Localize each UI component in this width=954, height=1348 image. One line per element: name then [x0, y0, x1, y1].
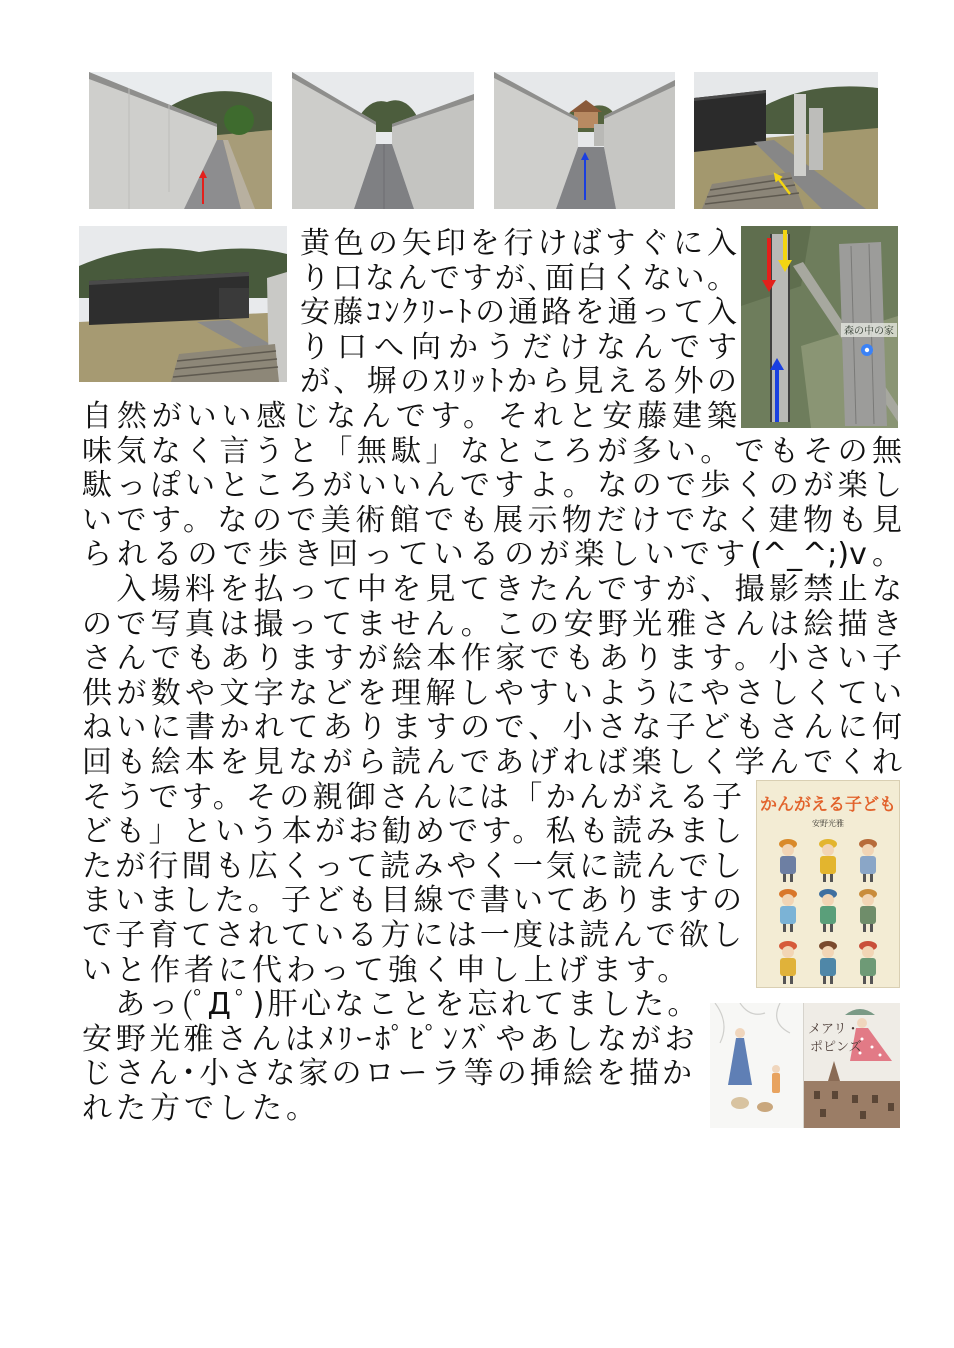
building-window	[832, 1091, 838, 1099]
poppins-title-line-2: ポピンズ	[810, 1040, 862, 1055]
building-window	[888, 1103, 894, 1111]
text-line: れた方でした。	[82, 1091, 320, 1126]
building-window	[814, 1091, 820, 1099]
text-line: で子育てされている方には一度は読んで欲し	[82, 918, 742, 953]
small-dog	[757, 1102, 773, 1112]
aerial-map	[741, 226, 898, 428]
text-line: じさん･小さな家のローラ等の挿絵を描か	[82, 1056, 692, 1091]
text-line: り口へ向かうだけなんです	[300, 330, 737, 365]
text-line: まいました。子ども目線で書いてありますの	[82, 883, 742, 918]
text-line: いです。なので美術館でも展示物だけでなく建物も見	[82, 503, 902, 538]
book-author: 安野光雅	[812, 819, 844, 828]
woman-head	[735, 1028, 745, 1038]
text-line: ねいに書かれてありますので、小さな子どもさんに何	[82, 710, 902, 745]
text-line: り口なんですが､面白くない。	[300, 261, 737, 296]
text-line: そうです。その親御さんには「かんがえる子	[82, 780, 742, 815]
photo-approach-yellow-arrow	[694, 72, 878, 209]
text-line: ども」という本がお勧めです。私も読みまし	[82, 814, 742, 849]
map-pin-icon-center	[865, 348, 869, 352]
map-label: 森の中の家	[844, 326, 894, 337]
text-line: ので写真は撮ってません。この安野光雅さんは絵描き	[82, 607, 902, 642]
text-line: 入場料を払って中を見てきたんですが、撮影禁止な	[82, 572, 902, 607]
building-window	[852, 1095, 858, 1103]
girl-head	[772, 1065, 780, 1073]
text-line: いと作者に代わって強く申し上げます。	[82, 953, 692, 988]
text-line: られるので歩き回っているのが楽しいです(^_^;)v。	[82, 537, 902, 572]
photo-corridor-red-arrow	[89, 72, 272, 209]
book-title: かんがえる子ども	[760, 795, 896, 815]
dress-dot	[871, 1046, 874, 1049]
text-line: 自然がいい感じなんです。それと安藤建築	[82, 399, 737, 434]
concrete-wall	[809, 108, 823, 170]
concrete-wall	[794, 94, 806, 176]
tree	[224, 105, 254, 135]
poppins-title-line-1: メアリ・	[808, 1022, 860, 1037]
photo-black-building	[79, 226, 287, 382]
town-buildings	[804, 1081, 900, 1128]
girl-figure	[772, 1073, 780, 1093]
photo-corridor-straight	[292, 72, 474, 209]
text-line: 回も絵本を見ながら読んであげれば楽しく学んでくれ	[82, 745, 902, 780]
book-cover-kangaeru-kodomo	[756, 780, 900, 988]
building-window	[820, 1109, 826, 1117]
text-line: 供が数や文字などを理解しやすいようにやさしくてい	[82, 676, 902, 711]
text-line: が、塀のｽﾘｯﾄから見える外の	[300, 364, 737, 399]
text-line: あっ(ﾟДﾟ)肝心なことを忘れてました。	[82, 987, 701, 1022]
photo-corridor-blue-arrow	[494, 72, 675, 209]
building-window	[872, 1095, 878, 1103]
dress-dot	[879, 1054, 882, 1057]
text-line: 黄色の矢印を行けばすぐに入	[300, 226, 737, 261]
text-line: 味気なく言うと「無駄」なところが多い。でもその無	[82, 434, 902, 469]
text-line: 安藤ｺﾝｸﾘｰﾄの通路を通って入	[300, 295, 737, 330]
text-line: 駄っぽいところがいいんですよ。なので歩くのが楽し	[82, 468, 902, 503]
building-entrance	[219, 288, 249, 318]
text-line: たが行間も広くって読みやく一気に読んでし	[82, 849, 742, 884]
text-line: さんでもありますが絵本作家でもあります。小さい子	[82, 641, 902, 676]
wall-slit	[594, 124, 604, 146]
mary-poppins-book-covers	[710, 1003, 900, 1128]
building-window	[860, 1111, 866, 1119]
text-line: 安野光雅さんはﾒﾘｰﾎﾟﾋﾟﾝｽﾞやあしながお	[82, 1022, 699, 1057]
cat	[731, 1097, 749, 1109]
